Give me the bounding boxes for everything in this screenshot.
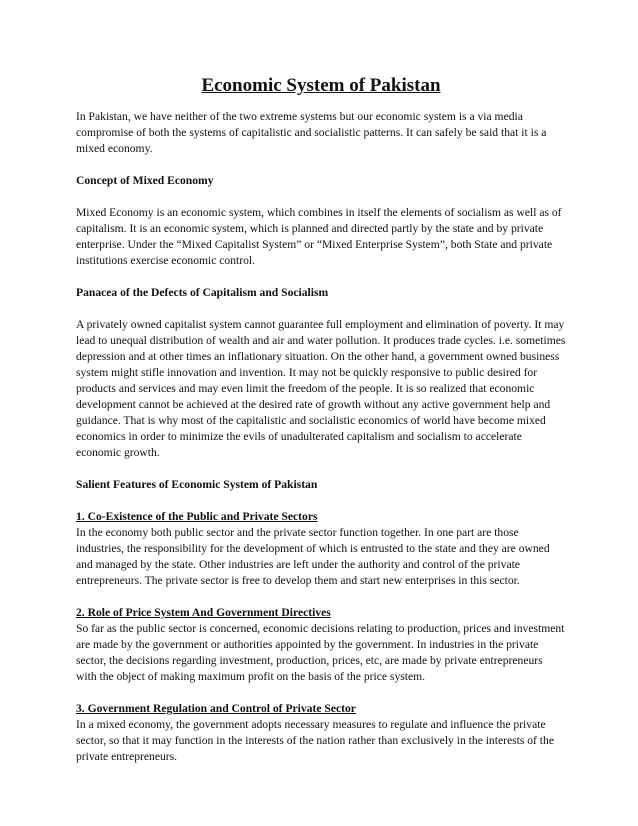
concept-paragraph: Mixed Economy is an economic system, which combines in itself the elements of socialism as well as of capitalism. It is an economic system, which is planned and directed partly by the state and by private enterprise. Under the “Mixed Capitalist System” or “Mixed Enterprise System”, both State and private institutions exercise economic control. [76, 206, 562, 267]
intro-paragraph: In Pakistan, we have neither of the two extreme systems but our economic system is a via media compromise of both the systems of capitalistic and socialistic patterns. It can safely be said that it is a mixed economy. [76, 110, 547, 155]
feature-1-paragraph: In the economy both public sector and the private sector function together. In one part are those industries, the responsibility for the development of which is entrusted to the state and they are owned and managed by the state. Other industries are left under the authority and control of the private entrepreneurs. The private sector is free to develop them and start new enterprises in this sector. [76, 526, 550, 587]
document-page [76, 74, 566, 765]
features-heading: Salient Features of Economic System of Pakistan [76, 478, 318, 491]
panacea-heading: Panacea of the Defects of Capitalism and Socialism [76, 286, 329, 299]
feature-1-heading: 1. Co-Existence of the Public and Private Sectors [76, 510, 318, 523]
document-title: Economic System of Pakistan [201, 75, 441, 96]
panacea-paragraph: A privately owned capitalist system cannot guarantee full employment and elimination of poverty. It may lead to unequal distribution of wealth and air and water pollution. It produces trade cycles. i.e. sometimes depression and at other times an inflationary situation. On the other hand, a government owned business system might stifle innovation and invention. It may not be quickly responsive to public desired for products and services and may even limit the freedom of the people. It is so realized that economic development cannot be achieved at the desired rate of growth without any active government help and guidance. That is why most of the capitalistic and socialistic economics of world have become mixed economics in order to minimize the evils of unadulterated capitalism and socialism to accelerate economic growth. [76, 318, 566, 459]
feature-3-paragraph: In a mixed economy, the government adopts necessary measures to regulate and influence the private sector, so that it may function in the interests of the nation rather than exclusively in the interests of the private entrepreneurs. [76, 718, 554, 763]
feature-2-paragraph: So far as the public sector is concerned, economic decisions relating to production, prices and investment are made by the government or authorities appointed by the government. In industries in the private sector, the decisions regarding investment, production, prices, etc, are made by private entrepreneurs with the object of making maximum profit on the basis of the price system. [76, 622, 565, 683]
feature-2-heading: 2. Role of Price System And Government Directives [76, 606, 331, 619]
concept-heading: Concept of Mixed Economy [76, 174, 214, 187]
feature-3-heading: 3. Government Regulation and Control of Private Sector [76, 702, 356, 715]
